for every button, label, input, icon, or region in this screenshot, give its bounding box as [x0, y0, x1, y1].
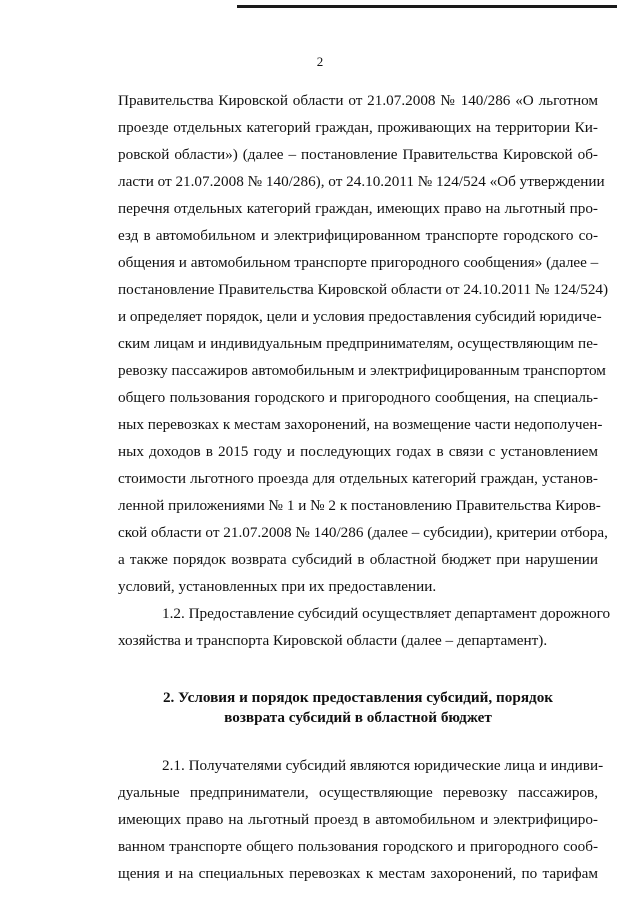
text-line: 2.1. Получателями субсидий являются юридические лица и индиви- [162, 757, 604, 774]
text-line: ванном транспорте общего пользования городского и пригородного сооб- [118, 838, 598, 855]
text-line: стоимости льготного проезда для отдельных категорий граждан, установ- [118, 470, 598, 487]
text-line: ных доходов в 2015 году и последующих годах в связи с установлением [118, 443, 598, 460]
text-line: имеющих право на льготный проезд в автомобильном и электрифициро- [118, 811, 598, 828]
text-line: ским лицам и индивидуальным предпринимателям, осуществляющим пе- [118, 335, 598, 352]
text-line: щения и на специальных перевозках к местам захоронений, по тарифам [118, 865, 598, 882]
heading-line: возврата субсидий в областной бюджет [224, 709, 492, 726]
text-line: 1.2. Предоставление субсидий осуществляет департамент дорожного [162, 605, 611, 622]
text-line: и определяет порядок, цели и условия предоставления субсидий юридиче- [118, 308, 602, 325]
text-line: постановление Правительства Кировской области от 24.10.2011 № 124/524) [118, 281, 609, 298]
page-number: 2 [316, 54, 324, 69]
top-rule [237, 5, 617, 8]
text-line: а также порядок возврата субсидий в областной бюджет при нарушении [118, 551, 598, 568]
text-line: перечня отдельных категорий граждан, имеющих право на льготный про- [118, 200, 598, 217]
text-line: ровской области») (далее – постановление Правительства Кировской об- [118, 146, 598, 163]
text-line: проезде отдельных категорий граждан, проживающих на территории Ки- [118, 119, 598, 136]
text-line: ласти от 21.07.2008 № 140/286), от 24.10.2011 № 124/524 «Об утверждении [118, 173, 605, 190]
text-line: ных перевозках к местам захоронений, на возмещение части недополучен- [118, 416, 603, 433]
text-line: езд в автомобильном и электрифицированном транспорте городского со- [118, 227, 598, 244]
text-line: дуальные предприниматели, осуществляющие перевозку пассажиров, [118, 784, 598, 801]
text-line: Правительства Кировской области от 21.07.2008 № 140/286 «О льготном [118, 92, 598, 109]
text-line: условий, установленных при их предоставлении. [118, 578, 437, 595]
text-line: хозяйства и транспорта Кировской области (далее – департамент). [118, 632, 548, 649]
text-line: общего пользования городского и пригородного сообщения, на специаль- [118, 389, 598, 406]
text-line: ленной приложениями № 1 и № 2 к постановлению Правительства Киров- [118, 497, 601, 514]
text-line: ской области от 21.07.2008 № 140/286 (далее – субсидии), критерии отбора, [118, 524, 608, 541]
text-line: ревозку пассажиров автомобильным и электрифицированным транспортом [118, 362, 606, 379]
heading-line: 2. Условия и порядок предоставления субсидий, порядок [162, 689, 554, 706]
text-line: общения и автомобильном транспорте пригородного сообщения» (далее – [118, 254, 599, 271]
